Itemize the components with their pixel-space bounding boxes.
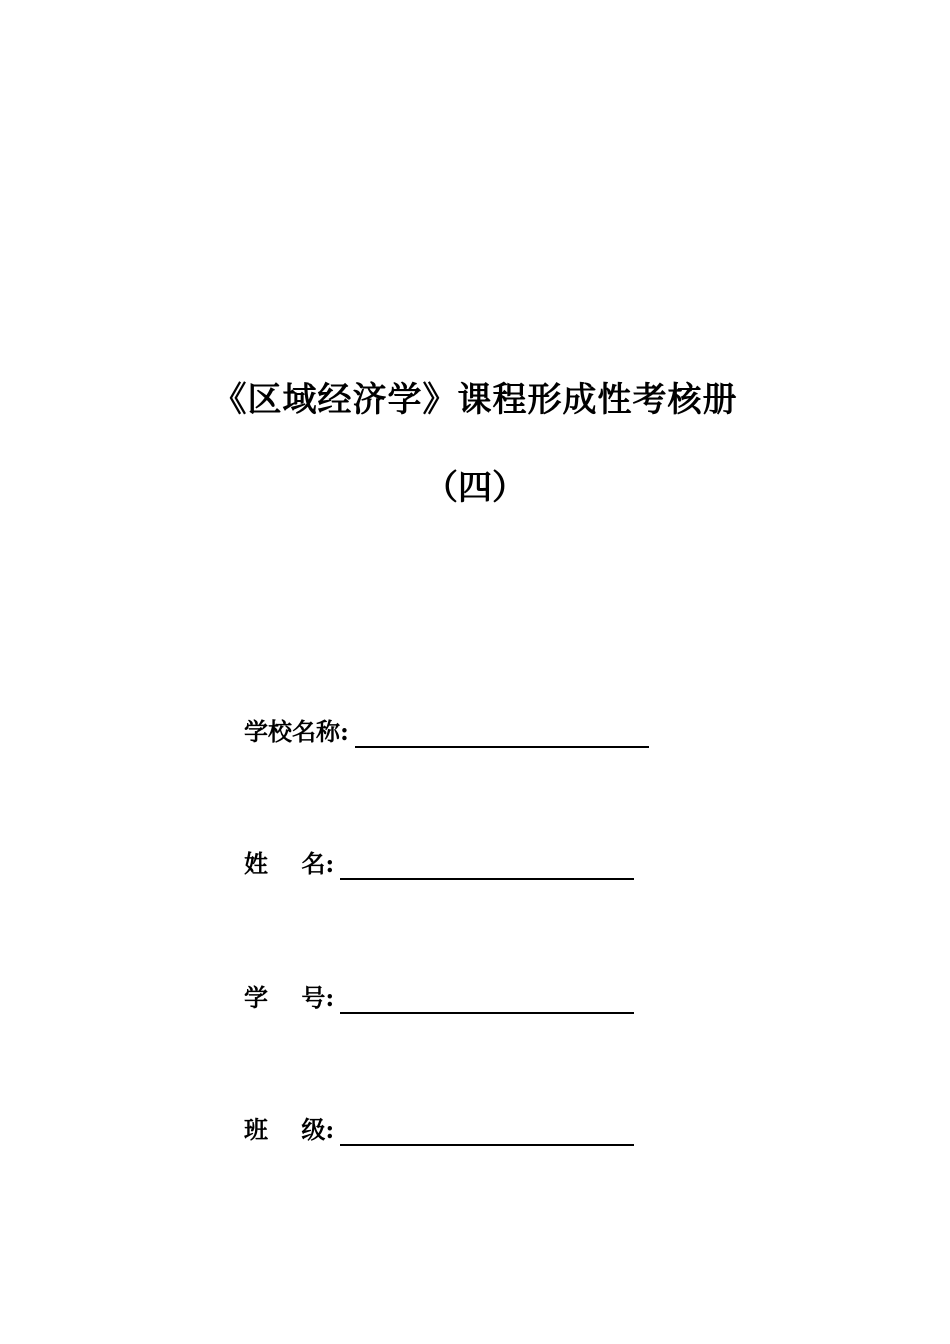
document-subtitle: （四）	[424, 468, 526, 508]
student-id-blank-line[interactable]	[340, 983, 634, 1014]
class-blank-line[interactable]	[340, 1115, 634, 1146]
school-name-blank-line[interactable]	[355, 717, 649, 748]
school-name-field	[244, 708, 649, 748]
student-name-field	[244, 840, 634, 880]
student-name-label: 姓 名:	[244, 849, 335, 878]
student-id-field	[244, 974, 634, 1014]
document-title: 《区域经济学》课程形成性考核册	[212, 380, 738, 420]
class-label: 班 级:	[244, 1115, 335, 1144]
student-id-label: 学 号:	[244, 983, 335, 1012]
student-name-blank-line[interactable]	[340, 849, 634, 880]
class-field	[244, 1106, 634, 1146]
school-name-label: 学校名称:	[244, 717, 349, 746]
